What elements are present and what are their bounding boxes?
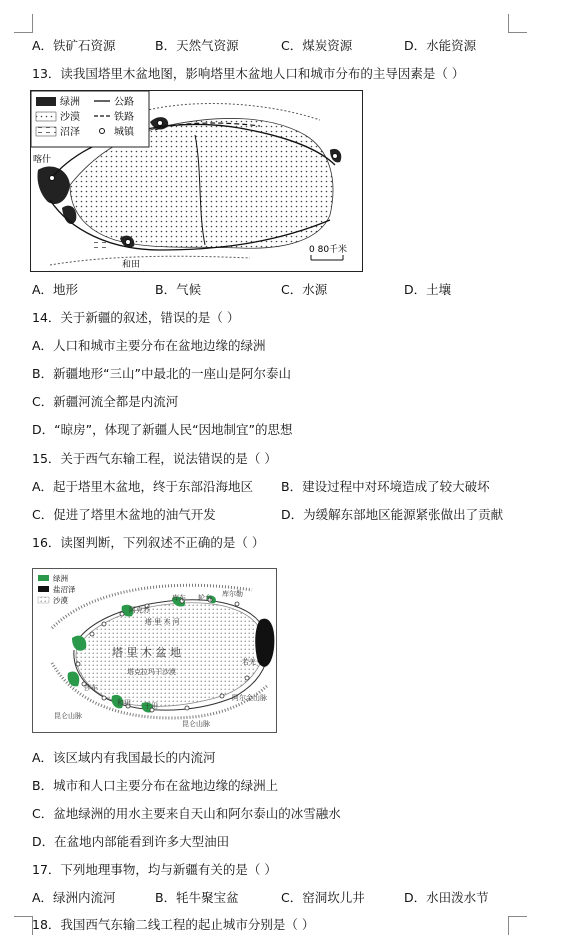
q13-legend-oasis: 绿洲: [60, 97, 80, 108]
q16-label-aksu: 阿克苏: [129, 606, 150, 614]
q15-option-b: B．建设过程中对环境造成了较大破坏: [281, 479, 490, 494]
q13-legend-rail: 铁路: [114, 112, 134, 123]
q16-label-yutian: 于田: [144, 702, 158, 710]
q14-option-a: A．人口和城市主要分布在盆地边缘的绿洲: [32, 338, 266, 353]
q16-legend-oasis: 绿洲: [53, 574, 68, 583]
q13-legend-desert: 沙漠: [60, 112, 80, 123]
q18-stem: 18．我国西气东输二线工程的起止城市分别是（ ）: [32, 917, 315, 932]
q16-legend-salt-swamp: 盐沼泽: [53, 585, 76, 594]
q16-label-kuerle: 库尔勒: [222, 590, 243, 598]
q14-stem: 14．关于新疆的叙述，错误的是（ ）: [32, 310, 240, 325]
margin-corner-mark: [14, 916, 33, 935]
q13-stem: 13．读我国塔里木盆地图，影响塔里木盆地人口和城市分布的主导因素是（ ）: [32, 66, 465, 81]
q15-option-d: D．为缓解东部地区能源紧张做出了贡献: [281, 507, 504, 522]
q16-option-d: D．在盆地内部能看到许多大型油田: [32, 834, 230, 849]
q13-legend-road: 公路: [114, 97, 134, 108]
q16-label-hetian: 和田: [117, 699, 131, 707]
q17-option-c: C．窑洞坎儿井: [281, 890, 365, 905]
q15-option-c: C．促进了塔里木盆地的油气开发: [32, 507, 216, 522]
q16-option-c: C．盆地绿洲的用水主要来自天山和阿尔泰山的冰雪融水: [32, 806, 341, 821]
q12-option-b: B．天然气资源: [155, 38, 239, 53]
q15-stem: 15．关于西气东输工程，说法错误的是（ ）: [32, 451, 277, 466]
q13-scale-bar: 0 80千米: [309, 245, 348, 255]
q16-option-a: A．该区域内有我国最长的内流河: [32, 750, 216, 765]
q12-option-c: C．煤炭资源: [281, 38, 353, 53]
q16-label-shache: 莎车: [84, 684, 98, 692]
q16-label-luntai: 轮台: [198, 594, 212, 602]
q13-option-a: A．地形: [32, 282, 79, 297]
tarim-basin-map-1: [30, 90, 363, 272]
q16-label-kuche: 库车: [172, 594, 186, 602]
margin-corner-mark: [508, 916, 527, 935]
q17-option-a: A．绿洲内流河: [32, 890, 116, 905]
q16-label-aerjin: 阿尔金山脉: [232, 694, 267, 702]
q13-label-kashi: 喀什: [33, 155, 52, 165]
q16-label-ruoqiang: 若羌: [242, 658, 256, 666]
q15-option-a: A．起于塔里木盆地，终于东部沿海地区: [32, 479, 254, 494]
q12-option-d: D．水能资源: [404, 38, 477, 53]
q16-stem: 16．读图判断，下列叙述不正确的是（ ）: [32, 535, 265, 550]
q14-option-d: D．“晾房”，体现了新疆人民“因地制宜”的思想: [32, 422, 293, 437]
q16-label-tarim-river: 塔 里 木 河: [145, 618, 180, 626]
q13-legend-town: 城镇: [114, 127, 134, 138]
q17-option-d: D．水田泼水节: [404, 890, 489, 905]
tarim-basin-map-2: [32, 568, 277, 733]
q17-stem: 17．下列地理事物，均与新疆有关的是（ ）: [32, 862, 277, 877]
q13-option-d: D．土壤: [404, 282, 452, 297]
margin-corner-mark: [14, 14, 33, 33]
q17-option-b: B．牦牛聚宝盆: [155, 890, 239, 905]
q13-option-c: C．水源: [281, 282, 328, 297]
q14-option-b: B．新疆地形“三山”中最北的一座山是阿尔泰山: [32, 366, 292, 381]
q16-label-taklimakan: 塔克拉玛干沙漠: [127, 668, 176, 676]
q12-option-a: A．铁矿石资源: [32, 38, 116, 53]
q13-label-hetian: 和田: [122, 260, 141, 270]
q13-legend-swamp: 沼泽: [60, 127, 80, 138]
q16-label-basin: 塔 里 木 盆 地: [112, 646, 181, 659]
q16-legend-desert: 沙漠: [53, 596, 68, 605]
q13-option-b: B．气候: [155, 282, 202, 297]
q16-option-b: B．城市和人口主要分布在盆地边缘的绿洲上: [32, 778, 279, 793]
q16-label-kunlun-west: 昆仑山脉: [54, 712, 82, 720]
q14-option-c: C．新疆河流全都是内流河: [32, 394, 179, 409]
q16-label-kunlun-east: 昆仑山脉: [182, 720, 210, 728]
margin-corner-mark: [508, 14, 527, 33]
